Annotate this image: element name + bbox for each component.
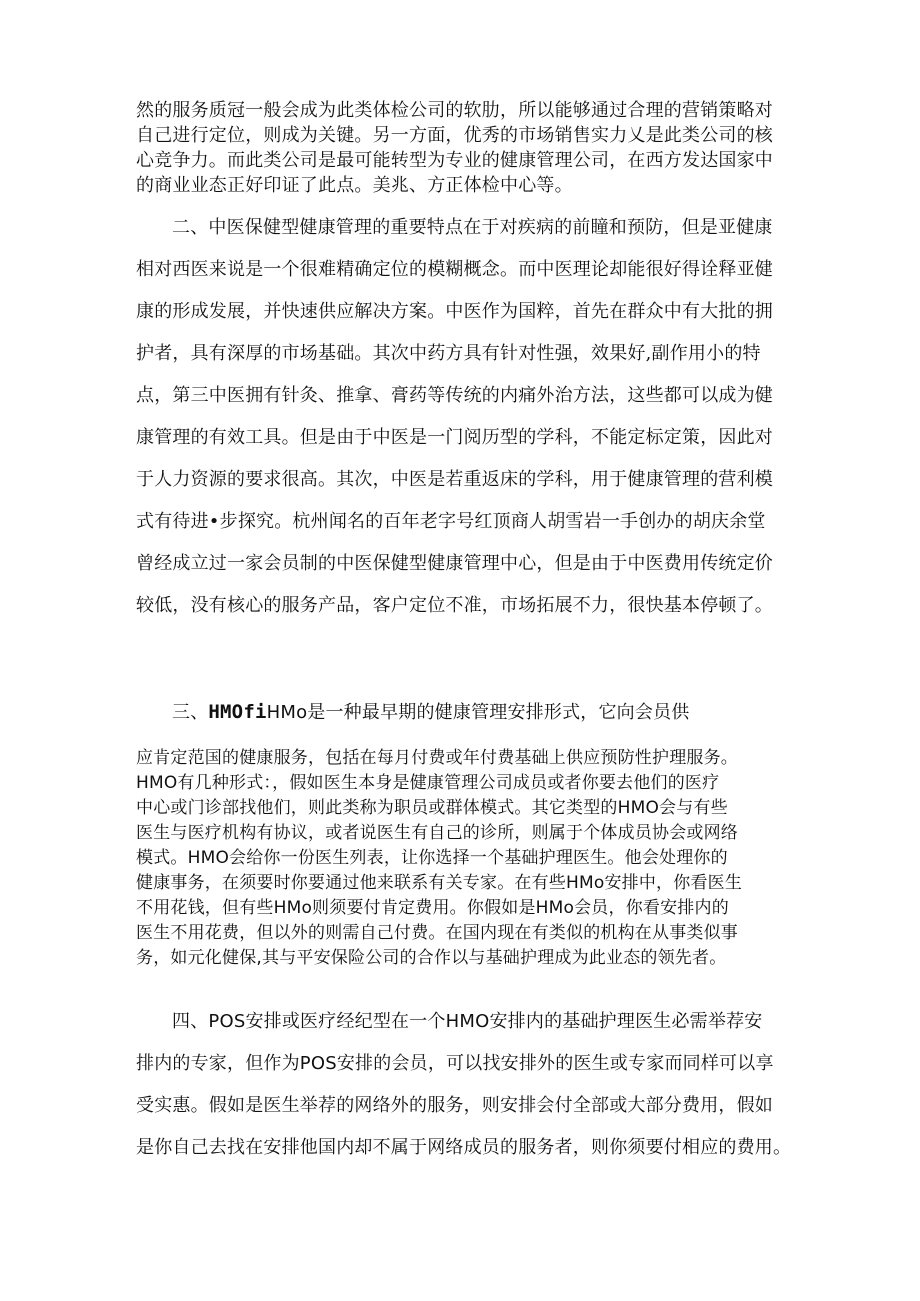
paragraph-line: 是你自己去找在安排他国内却不属于网络成员的服务者，则你须要付相应的费用。 — [136, 1137, 792, 1158]
paragraph-line: 务，如元化健保,其与平安保险公司的合作以与基础护理成为此业态的领先者。 — [136, 948, 727, 968]
paragraph-line: 医生与医疗机构有协议，或者说医生有自己的诊所，则属于个体成员协会或网络 — [136, 823, 738, 843]
paragraph-line: 不用花钱，但有些HMo则须要付肯定费用。你假如是HMo会员，你看安排内的 — [136, 898, 729, 918]
paragraph-line: 二、中医保健型健康管理的重要特点在于对疾病的前瞳和预防，但是亚健康 — [172, 217, 773, 238]
section-prefix: 三、 — [172, 702, 209, 723]
paragraph-line: 式有待进•步探究。杭州闻名的百年老字号红顶商人胡雪岩一手创办的胡庆余堂 — [136, 511, 766, 532]
paragraph-line: 然的服务质冠一般会成为此类体检公司的软肋，所以能够通过合理的营销策略对 — [136, 100, 773, 121]
paragraph-line: 四、POS安排或医疗经纪型在一个HMO安排内的基础护理医生必需举荐安 — [172, 1011, 763, 1032]
paragraph-3 — [136, 700, 796, 725]
paragraph-line: 中心或门诊部找他们，则此类称为职员或群体模式。其它类型的HMO会与有些 — [136, 798, 728, 818]
paragraph-line: 的商业业态正好印证了此点。美兆、方正体检中心等。 — [136, 175, 573, 196]
paragraph-line: 心竞争力。而此类公司是最可能转型为专业的健康管理公司，在西方发达国家中 — [136, 150, 773, 171]
paragraph-line: 康管理的有效工具。但是由于中医是一门阅历型的学科，不能定标定策，因此对 — [136, 427, 773, 448]
paragraph-line: 点，第三中医拥有针灸、推拿、膏药等传统的内痛外治方法，这些都可以成为健 — [136, 385, 773, 406]
paragraph-line: 较低，没有核心的服务产品，客户定位不准，市场拓展不力，很快基本停顿了。 — [136, 595, 773, 616]
bold-term: HMOfi — [208, 701, 267, 723]
paragraph-line: 自己进行定位，则成为关键。另一方面，优秀的市场销售实力乂是此类公司的核 — [136, 125, 773, 146]
paragraph-line — [136, 700, 796, 725]
paragraph-line: 模式。HMO会给你一份医生列表，让你选择一个基础护理医生。他会处理你的 — [136, 848, 728, 868]
paragraph-line: 曾经成立过一家会员制的中医保健型健康管理中心，但是由于中医费用传统定价 — [136, 553, 773, 574]
paragraph-line: 于人力资源的要求很高。其次，中医是若重返床的学科，用于健康管理的营利模 — [136, 469, 773, 490]
paragraph-line: 康的形成发展，并快速供应解决方案。中医作为国粹，首先在群众中有大批的拥 — [136, 301, 773, 322]
paragraph-2 — [136, 207, 796, 627]
paragraph-1 — [136, 98, 796, 198]
paragraph-line: 相对西医来说是一个很难精确定位的模糊概念。而中医理论却能很好得诠释亚健 — [136, 259, 773, 280]
paragraph-line: 健康事务，在须要时你要通过他来联系有关专家。在有些HMo安排中，你看医生 — [136, 873, 743, 893]
paragraph-5 — [136, 1001, 796, 1169]
term-rest: HMo是一种最早期的健康管理安排形式，它向会员供 — [266, 702, 690, 723]
paragraph-line: 排内的专家，但作为POS安排的会员，可以找安排外的医生或专家而同样可以享 — [136, 1053, 774, 1074]
paragraph-line: HMO有几种形式：，假如医生本身是健康管理公司成员或者你要去他们的医疗 — [136, 773, 720, 793]
paragraph-line: 护者，具有深厚的市场基础。其次中药方具有针对性强，效果好,副作用小的特 — [136, 343, 761, 364]
paragraph-line: 应肯定范国的健康服务，包括在每月付费或年付费基础上供应预防性护理服务。 — [136, 748, 738, 768]
paragraph-line: 医生不用花费，但以外的则需自己付费。在国内现在有类似的机构在从事类似事 — [136, 923, 738, 943]
paragraph-4 — [136, 746, 796, 971]
paragraph-line: 受实惠。假如是医生举荐的网络外的服务，则安排会付全部或大部分费用，假如 — [136, 1095, 773, 1116]
